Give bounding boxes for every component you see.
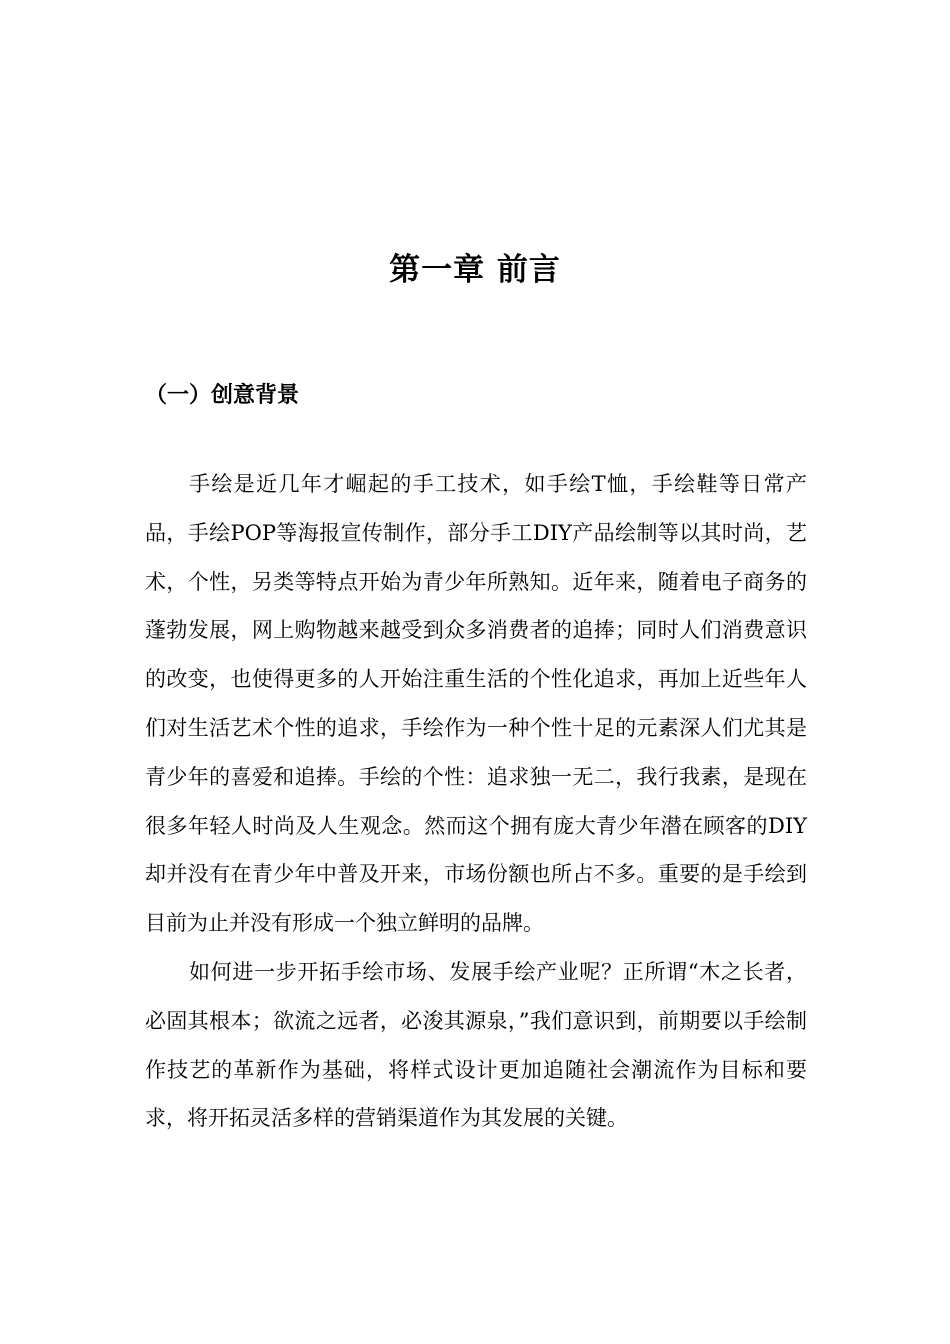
- section-heading: （一）创意背景: [145, 383, 300, 408]
- chapter-title: 第一章 前言: [389, 252, 561, 288]
- paragraph-development: 如何进一步开拓手绘市场、发展手绘产业呢？正所谓“木之长者，必固其根本；欲流之远者，必浚其源泉，”我们意识到，前期要以手绘制作技艺的革新作为基础，将样式设计更加追随社会潮流作为目标和要求，将开拓灵活多样的营销渠道作为其发展的关键。: [145, 959, 807, 1131]
- paragraph-background: 手绘是近几年才崛起的手工技术，如手绘T恤，手绘鞋等日常产品，手绘POP等海报宣传制作，部分手工DIY产品绘制等以其时尚，艺术，个性，另类等特点开始为青少年所熟知。近年来，随着电子商务的蓬勃发展，网上购物越来越受到众多消费者的追捧；同时人们消费意识的改变，也使得更多的人开始注重生活的个性化追求，再加上近些年人们对生活艺术个性的追求，手绘作为一种个性十足的元素深人们尤其是青少年的喜爱和追捧。手绘的个性：追求独一无二，我行我素，是现在很多年轻人时尚及人生观念。然而这个拥有庞大青少年潜在顾客的DIY却并没有在青少年中普及开来，市场份额也所占不多。重要的是手绘到目前为止并没有形成一个独立鲜明的品牌。: [145, 472, 807, 936]
- body-text: [145, 460, 807, 1143]
